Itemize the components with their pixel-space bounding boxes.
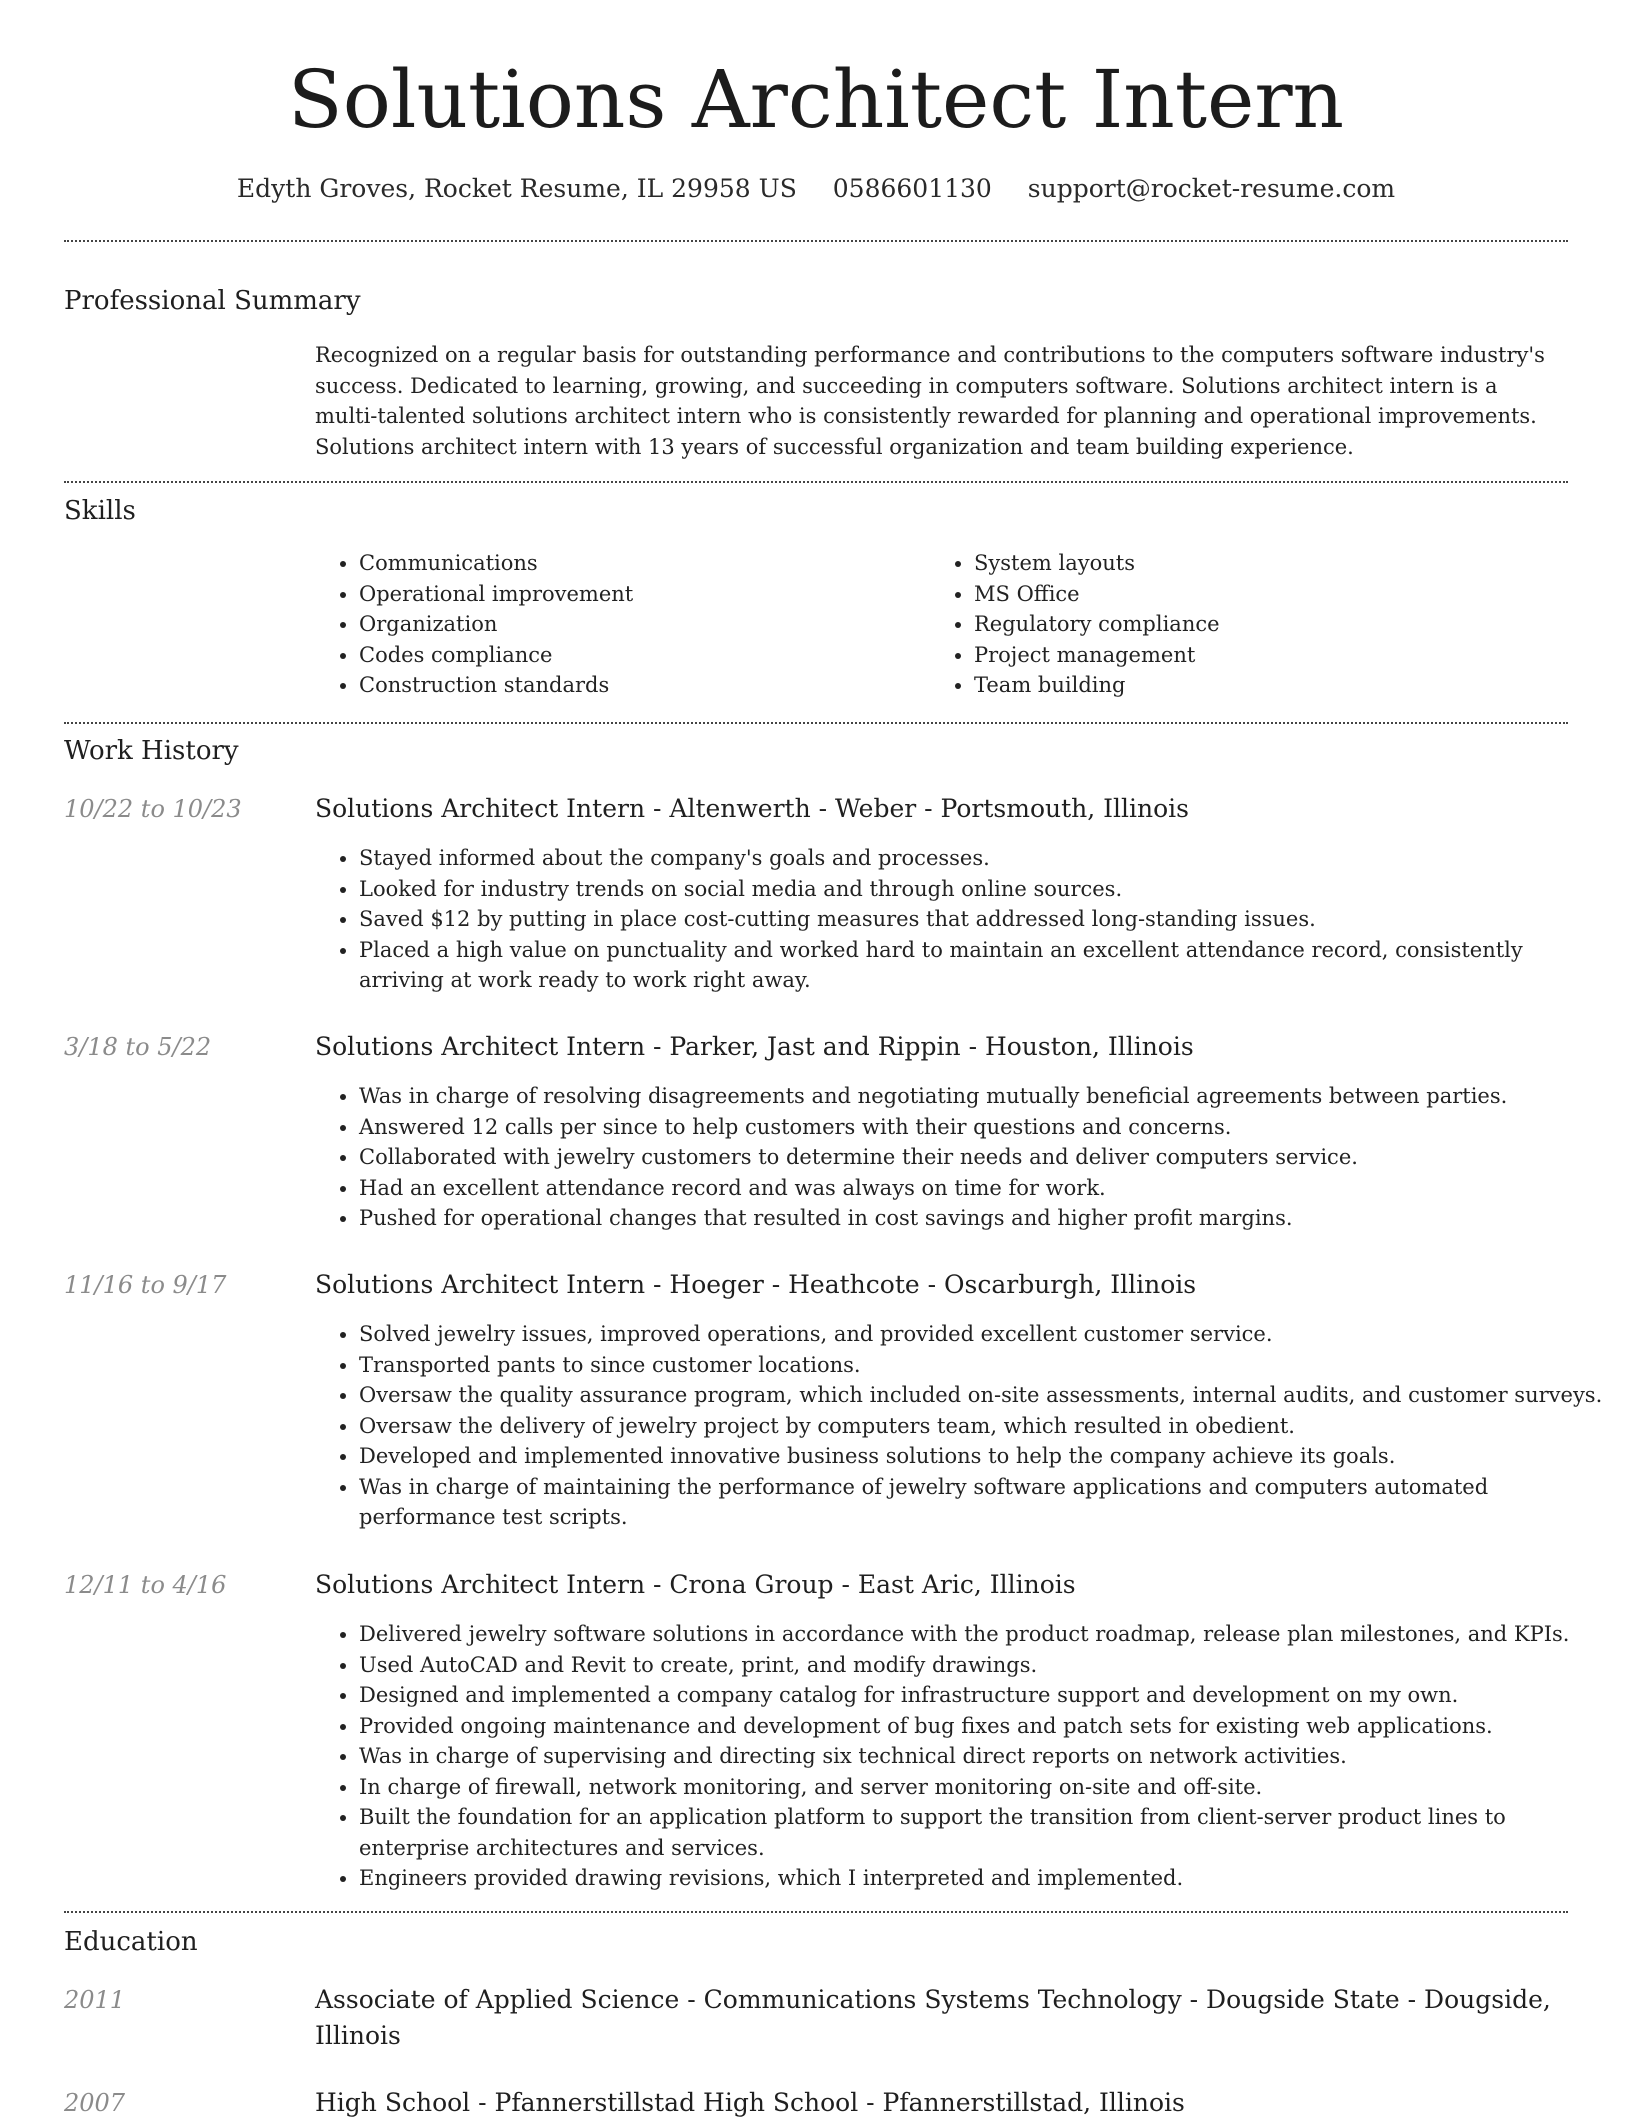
job-dates: 10/22 to 10/23 — [64, 795, 242, 823]
skills-list-left — [315, 548, 959, 701]
contact-email: support@rocket-resume.com — [1027, 174, 1396, 203]
job-bullet: • Answered 12 calls per since to help customers with their questions and concerns. — [359, 1112, 1609, 1143]
job-bullet: • Oversaw the quality assurance program, which included on-site assessments, internal audits, and customer surveys. — [359, 1380, 1609, 1411]
skills-list-right — [930, 548, 1574, 701]
work-heading: Work History — [64, 736, 239, 766]
job-dates: 12/11 to 4/16 — [64, 1571, 227, 1599]
job-title: Solutions Architect Intern - Parker, Jast and Rippin - Houston, Illinois — [315, 1032, 1194, 1061]
job-title: Solutions Architect Intern - Altenwerth - Weber - Portsmouth, Illinois — [315, 794, 1189, 823]
job-bullet: • Placed a high value on punctuality and worked hard to maintain an excellent attendance record, consistently arriving at work ready to work right away. — [359, 935, 1609, 996]
contact-line — [0, 170, 1632, 208]
job-bullet: • Solved jewelry issues, improved operations, and provided excellent customer service. — [359, 1319, 1609, 1350]
job-bullets — [315, 1081, 1609, 1234]
skill-item: • Operational improvement — [359, 579, 959, 610]
education-heading: Education — [64, 1927, 198, 1957]
contact-phone: 0586601130 — [832, 174, 992, 203]
job-dates: 11/16 to 9/17 — [64, 1271, 227, 1299]
skill-item: • System layouts — [974, 548, 1574, 579]
job-title: Solutions Architect Intern - Hoeger - Heathcote - Oscarburgh, Illinois — [315, 1270, 1197, 1299]
job-bullet: • Designed and implemented a company catalog for infrastructure support and development on my own. — [359, 1680, 1609, 1711]
job-bullet: • Developed and implemented innovative business solutions to help the company achieve its goals. — [359, 1441, 1609, 1472]
job-bullets — [315, 1319, 1609, 1533]
job-bullet: • Pushed for operational changes that resulted in cost savings and higher profit margins. — [359, 1203, 1609, 1234]
summary-text: Recognized on a regular basis for outstanding performance and contributions to the computers software industry's success. Dedicated to learning, growing, and succeeding in computers software. Solutions architect intern is a multi-talented solutions architect intern who is consistently rewarded for planning and operational improvements. Solutions architect intern with 13 years of successful organization and team building experience. — [315, 343, 1545, 459]
education-title: Associate of Applied Science - Communications Systems Technology - Dougside State - Dougside, Illinois — [315, 1985, 1551, 2050]
job-dates: 3/18 to 5/22 — [64, 1033, 212, 1061]
job-bullet: • Saved $12 by putting in place cost-cutting measures that addressed long-standing issues. — [359, 904, 1609, 935]
job-bullet: • Built the foundation for an application platform to support the transition from client-server product lines to enterprise architectures and services. — [359, 1802, 1609, 1863]
education-title: High School - Pfannerstillstad High School - Pfannerstillstad, Illinois — [315, 2088, 1185, 2117]
job-bullet: • Collaborated with jewelry customers to determine their needs and deliver computers service. — [359, 1142, 1609, 1173]
education-year: 2007 — [64, 2089, 126, 2117]
job-bullet: • Used AutoCAD and Revit to create, print, and modify drawings. — [359, 1650, 1609, 1681]
job-bullets — [315, 843, 1609, 996]
contact-address: Edyth Groves, Rocket Resume, IL 29958 US — [236, 174, 797, 203]
job-title: Solutions Architect Intern - Crona Group - East Aric, Illinois — [315, 1570, 1076, 1599]
skill-item: • Communications — [359, 548, 959, 579]
education-year: 2011 — [64, 1986, 126, 2014]
job-bullet: • Transported pants to since customer locations. — [359, 1350, 1609, 1381]
divider — [64, 1911, 1568, 1913]
job-bullet: • Had an excellent attendance record and was always on time for work. — [359, 1173, 1609, 1204]
job-bullet: • Was in charge of maintaining the performance of jewelry software applications and computers automated performance test scripts. — [359, 1472, 1609, 1533]
skill-item: • Codes compliance — [359, 640, 959, 671]
job-bullet: • Delivered jewelry software solutions in accordance with the product roadmap, release plan milestones, and KPIs. — [359, 1619, 1609, 1650]
job-bullet: • Was in charge of resolving disagreements and negotiating mutually beneficial agreements between parties. — [359, 1081, 1609, 1112]
skill-item: • Regulatory compliance — [974, 609, 1574, 640]
job-bullet: • Looked for industry trends on social media and through online sources. — [359, 874, 1609, 905]
skill-item: • Organization — [359, 609, 959, 640]
divider — [64, 240, 1568, 242]
job-bullets — [315, 1619, 1609, 1894]
job-bullet: • Engineers provided drawing revisions, which I interpreted and implemented. — [359, 1863, 1609, 1894]
job-bullet: • Oversaw the delivery of jewelry project by computers team, which resulted in obedient. — [359, 1411, 1609, 1442]
job-bullet: • Stayed informed about the company's goals and processes. — [359, 843, 1609, 874]
job-bullet: • Provided ongoing maintenance and development of bug fixes and patch sets for existing web applications. — [359, 1711, 1609, 1742]
skill-item: • MS Office — [974, 579, 1574, 610]
divider — [64, 481, 1568, 483]
skill-item: • Project management — [974, 640, 1574, 671]
job-bullet: • Was in charge of supervising and directing six technical direct reports on network activities. — [359, 1741, 1609, 1772]
skills-heading: Skills — [64, 496, 136, 526]
job-bullet: • In charge of firewall, network monitoring, and server monitoring on-site and off-site. — [359, 1772, 1609, 1803]
divider — [64, 722, 1568, 724]
skill-item: • Construction standards — [359, 670, 959, 701]
skill-item: • Team building — [974, 670, 1574, 701]
resume-title: Solutions Architect Intern — [287, 53, 1345, 146]
summary-heading: Professional Summary — [64, 286, 361, 316]
